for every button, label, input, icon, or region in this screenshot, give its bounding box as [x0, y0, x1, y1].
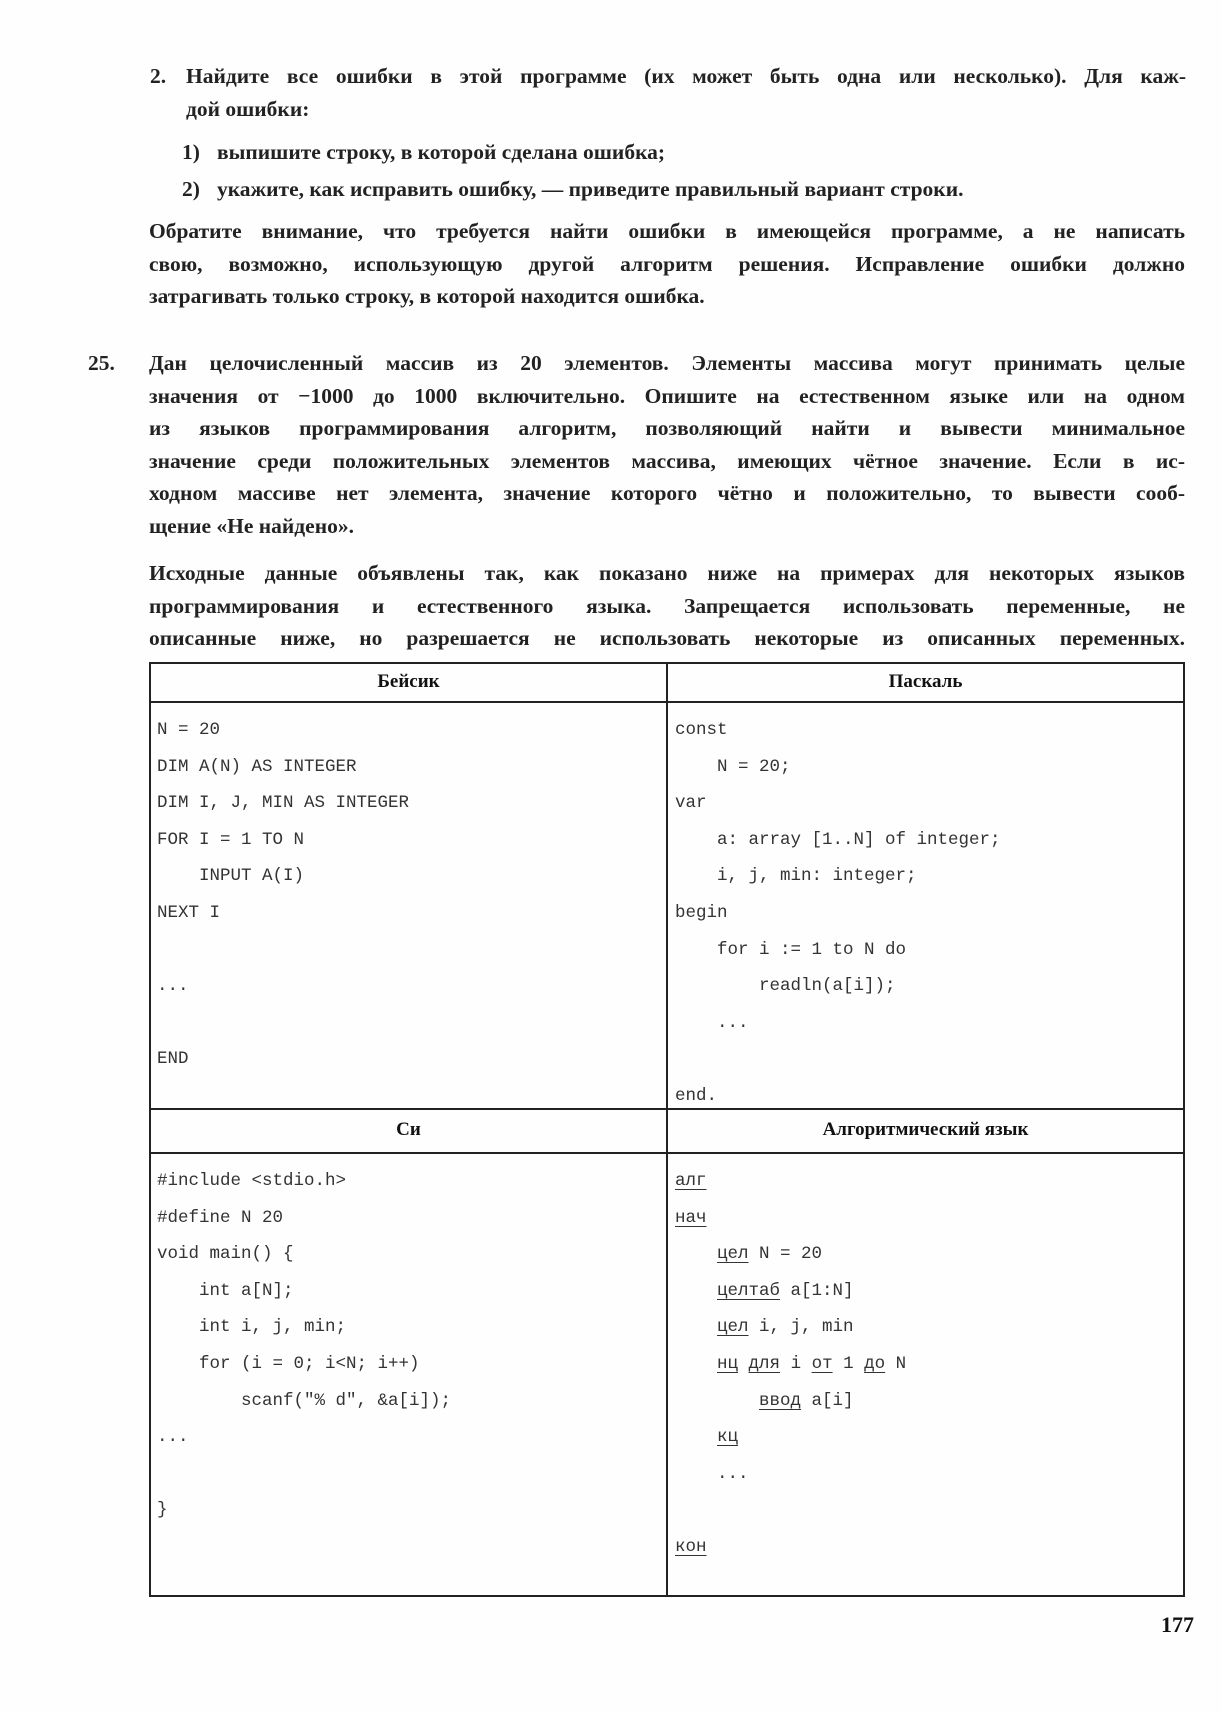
note-line: Обратите внимание, что требуется найти ошибки в имеющейся программе, а не написать	[149, 219, 1185, 243]
code-line: }	[157, 1500, 168, 1521]
code-line: for i := 1 to N do	[675, 939, 907, 960]
code-line: целтаб a[1:N]	[717, 1280, 854, 1301]
code-line: int i, j, min;	[157, 1317, 347, 1338]
subitem-number: 2)	[182, 177, 200, 201]
code-line	[157, 1005, 409, 1042]
subitem-text-line: выпишите строку, в которой сделана ошибка;	[217, 140, 666, 164]
code-line	[675, 1529, 906, 1566]
code-line: ввод a[i]	[759, 1390, 854, 1411]
code-line: N = 20;	[675, 756, 791, 777]
statement-line: значение среди положительных элементов массива, имеющих чётное значение. Если в ис-	[149, 448, 1185, 473]
code-line: DIM A(N) AS INTEGER	[157, 756, 357, 777]
keyword: нач	[675, 1207, 707, 1228]
code-line: нц для i от 1 до N	[717, 1353, 907, 1374]
keyword: целтаб	[717, 1280, 781, 1301]
code-line: INPUT A(I)	[157, 866, 305, 887]
code-line: a: array [1..N] of integer;	[675, 829, 1001, 850]
subitem-text	[217, 136, 1177, 169]
code-line: begin	[675, 902, 728, 923]
declaration-line: Исходные данные объявлены так, как показано ниже на примерах для некоторых языков	[149, 561, 1185, 585]
code-line	[157, 932, 409, 969]
algorithmic-header: Алгоритмический язык	[822, 1119, 1029, 1140]
subitem-text	[217, 173, 1177, 206]
code-line: i, j, min: integer;	[675, 866, 917, 887]
basic-header: Бейсик	[377, 671, 440, 692]
note-line: затрагивать только строку, в которой находится ошибка.	[149, 284, 705, 308]
code-line: const	[675, 720, 728, 740]
problem-statement	[149, 347, 1185, 542]
keyword: нц	[717, 1353, 739, 1374]
code-line: DIM I, J, MIN AS INTEGER	[157, 793, 410, 814]
task2-intro-line: Найдите все ошибки в этой программе (их может быть одна или несколько). Для каж-	[186, 64, 1186, 88]
code-line	[675, 1163, 906, 1200]
code-line: readln(a[i]);	[675, 976, 896, 997]
problem-number: 25.	[88, 351, 115, 375]
basic-code	[157, 712, 409, 1078]
statement-line: Дан целочисленный массив из 20 элементов. Элементы массива могут принимать целые	[149, 351, 1185, 375]
declaration-note	[149, 557, 1185, 655]
code-line: END	[157, 1049, 189, 1070]
task2-note	[149, 215, 1185, 313]
statement-line: ходном массиве нет элемента, значение которого чётно и положительно, то вывести сооб-	[149, 481, 1185, 505]
code-line	[675, 1492, 906, 1529]
header-divider	[151, 701, 1183, 703]
code-line: ...	[717, 1463, 749, 1484]
keyword: цел	[717, 1244, 749, 1265]
subitem-number: 1)	[182, 140, 200, 164]
keyword: цел	[717, 1317, 749, 1338]
code-line: #define N 20	[157, 1207, 284, 1228]
code-line	[675, 1041, 1001, 1078]
code-line: N = 20	[157, 720, 221, 740]
code-line: ...	[157, 976, 189, 997]
subitem-text-line: укажите, как исправить ошибку, — приведите правильный вариант строки.	[217, 177, 964, 201]
c-code	[157, 1163, 451, 1529]
statement-line: значения от −1000 до 1000 включительно. Опишите на естественном языке или на одном	[149, 383, 1185, 408]
keyword: ввод	[759, 1390, 802, 1411]
pascal-code	[675, 712, 1001, 1115]
code-line	[675, 1200, 906, 1237]
header-divider	[151, 1152, 1183, 1154]
code-line: цел N = 20	[717, 1244, 823, 1265]
code-line: var	[675, 793, 707, 814]
code-line: FOR I = 1 TO N	[157, 829, 305, 850]
keyword: для	[748, 1353, 781, 1374]
keyword: кон	[675, 1536, 707, 1557]
code-line: scanf("% d", &a[i]);	[157, 1390, 452, 1411]
task2-intro-line: дой ошибки:	[186, 96, 310, 121]
keyword: кц	[717, 1427, 739, 1448]
code-line: ...	[157, 1427, 189, 1448]
code-line: NEXT I	[157, 902, 221, 923]
declaration-line: программирования и естественного языка. Запрещается использовать переменные, не	[149, 593, 1185, 618]
page-number: 177	[1161, 1612, 1194, 1637]
statement-line: из языков программирования алгоритм, позволяющий найти и вывести минимальное	[149, 416, 1185, 440]
code-line: int a[N];	[157, 1280, 294, 1301]
note-line: свою, возможно, использующую другой алгоритм решения. Исправление ошибки должно	[149, 251, 1185, 276]
row-divider	[151, 1108, 1183, 1110]
statement-line: щение «Не найдено».	[149, 513, 354, 538]
keyword: от	[811, 1353, 833, 1374]
c-header: Си	[396, 1119, 421, 1140]
code-line: void main() {	[157, 1244, 294, 1265]
code-line: end.	[675, 1085, 718, 1106]
algorithmic-code	[675, 1163, 906, 1566]
declaration-line: описанные ниже, но разрешается не использовать некоторые из описанных переменных.	[149, 626, 1185, 650]
code-line: for (i = 0; i<N; i++)	[157, 1353, 420, 1374]
code-line: цел i, j, min	[717, 1317, 854, 1338]
code-line: ...	[675, 1012, 749, 1033]
code-line	[675, 1419, 906, 1456]
code-examples-table	[149, 662, 1185, 1597]
keyword: до	[864, 1353, 886, 1374]
keyword: алг	[675, 1171, 707, 1191]
code-line: #include <stdio.h>	[157, 1171, 347, 1191]
item-number-2: 2.	[150, 64, 167, 88]
task2-intro	[186, 60, 1186, 125]
code-line	[157, 1456, 451, 1493]
pascal-header: Паскаль	[888, 671, 963, 692]
